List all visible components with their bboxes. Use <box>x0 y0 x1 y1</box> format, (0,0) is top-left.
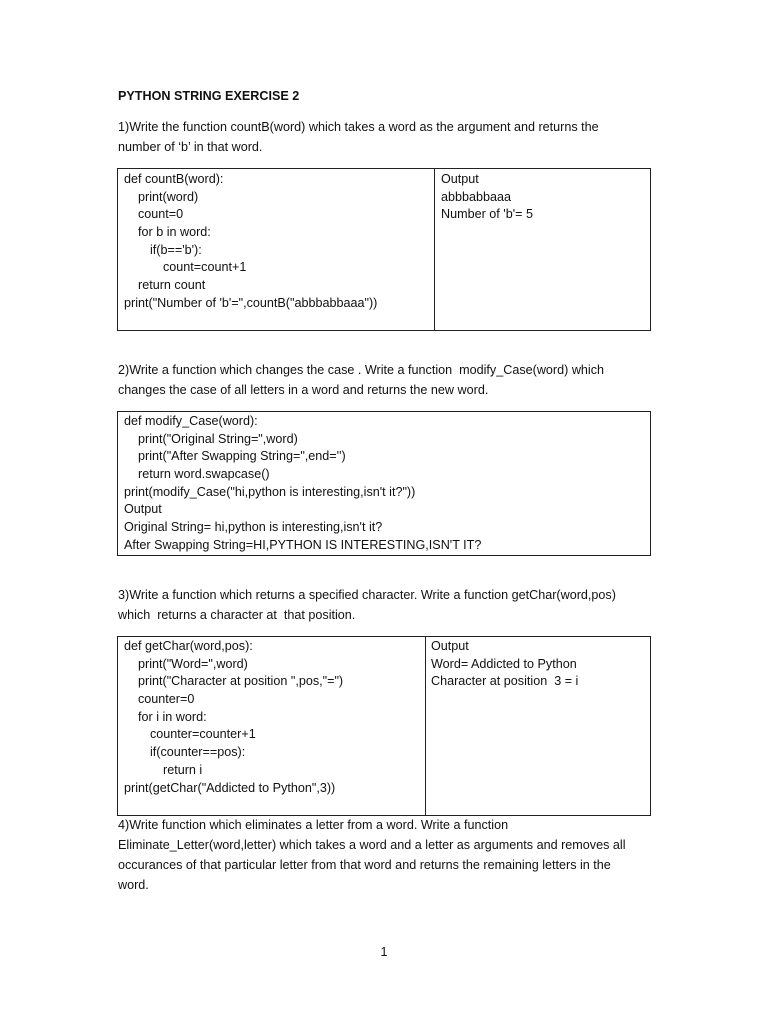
exercise-4-question <box>118 815 658 895</box>
output-cell <box>441 171 646 330</box>
output-line: Original String= hi,python is interesting,isn't it? <box>124 520 383 535</box>
output-line: After Swapping String=HI,PYTHON IS INTERESTING,ISN'T IT? <box>124 537 482 552</box>
code-line: def modify_Case(word): <box>124 414 258 428</box>
code-line: if(counter==pos): <box>150 745 246 760</box>
output-line: Number of 'b'= 5 <box>441 207 533 222</box>
code-line: count=0 <box>138 207 184 222</box>
code-line: if(b=='b'): <box>150 242 202 257</box>
exercise-1-table <box>117 168 651 331</box>
output-label: Output <box>441 172 479 186</box>
output-cell <box>431 638 646 815</box>
output-label: Output <box>124 502 162 517</box>
code-cell <box>124 171 429 330</box>
code-line: counter=0 <box>138 692 195 707</box>
exercise-2-question <box>118 360 658 400</box>
code-cell <box>124 413 644 555</box>
code-cell <box>124 638 419 815</box>
question-line: word. <box>118 878 149 892</box>
exercise-2-table <box>117 411 651 556</box>
code-line: print("Number of 'b'=",countB("abbbabbaaa")) <box>124 295 378 310</box>
exercise-1-question <box>118 117 658 157</box>
code-line: print(modify_Case("hi,python is interesting,isn't it?")) <box>124 484 416 499</box>
document-title: PYTHON STRING EXERCISE 2 <box>118 89 300 103</box>
code-line: for i in word: <box>138 709 207 724</box>
code-line: print("Character at position ",pos,"=") <box>138 674 344 689</box>
code-line: def getChar(word,pos): <box>124 639 253 653</box>
output-label: Output <box>431 639 469 653</box>
output-line: Word= Addicted to Python <box>431 656 577 671</box>
code-line: return word.swapcase() <box>138 467 270 482</box>
question-line: occurances of that particular letter from that word and returns the remaining letters in the <box>118 858 611 872</box>
question-line: 2)Write a function which changes the case . Write a function modify_Case(word) which <box>118 363 605 377</box>
code-line: for b in word: <box>138 225 211 240</box>
code-line: print("Word=",word) <box>138 656 248 671</box>
column-divider <box>434 169 435 330</box>
question-line: which returns a character at that position. <box>118 608 356 622</box>
question-line: 1)Write the function countB(word) which takes a word as the argument and returns the <box>118 120 599 134</box>
page-number: 1 <box>380 945 388 959</box>
code-line: counter=counter+1 <box>150 727 256 742</box>
code-line: print(word) <box>138 189 199 204</box>
question-line: changes the case of all letters in a word and returns the new word. <box>118 383 489 397</box>
output-line: abbbabbaaa <box>441 189 512 204</box>
code-line: return i <box>163 762 203 777</box>
exercise-3-question <box>118 585 658 625</box>
code-line: def countB(word): <box>124 172 224 186</box>
code-line: print("After Swapping String=",end='') <box>138 449 346 464</box>
code-line: return count <box>138 278 206 293</box>
output-line: Character at position 3 = i <box>431 674 579 689</box>
question-line: number of ‘b’ in that word. <box>118 140 263 154</box>
code-line: print("Original String=",word) <box>138 431 298 446</box>
column-divider <box>425 637 426 815</box>
question-line: 4)Write function which eliminates a letter from a word. Write a function <box>118 818 509 832</box>
question-line: 3)Write a function which returns a specified character. Write a function getChar(word,pos) <box>118 588 616 602</box>
exercise-3-table <box>117 636 651 816</box>
code-line: count=count+1 <box>163 260 247 275</box>
code-line: print(getChar("Addicted to Python",3)) <box>124 780 336 795</box>
question-line: Eliminate_Letter(word,letter) which takes a word and a letter as arguments and removes all <box>118 838 626 852</box>
